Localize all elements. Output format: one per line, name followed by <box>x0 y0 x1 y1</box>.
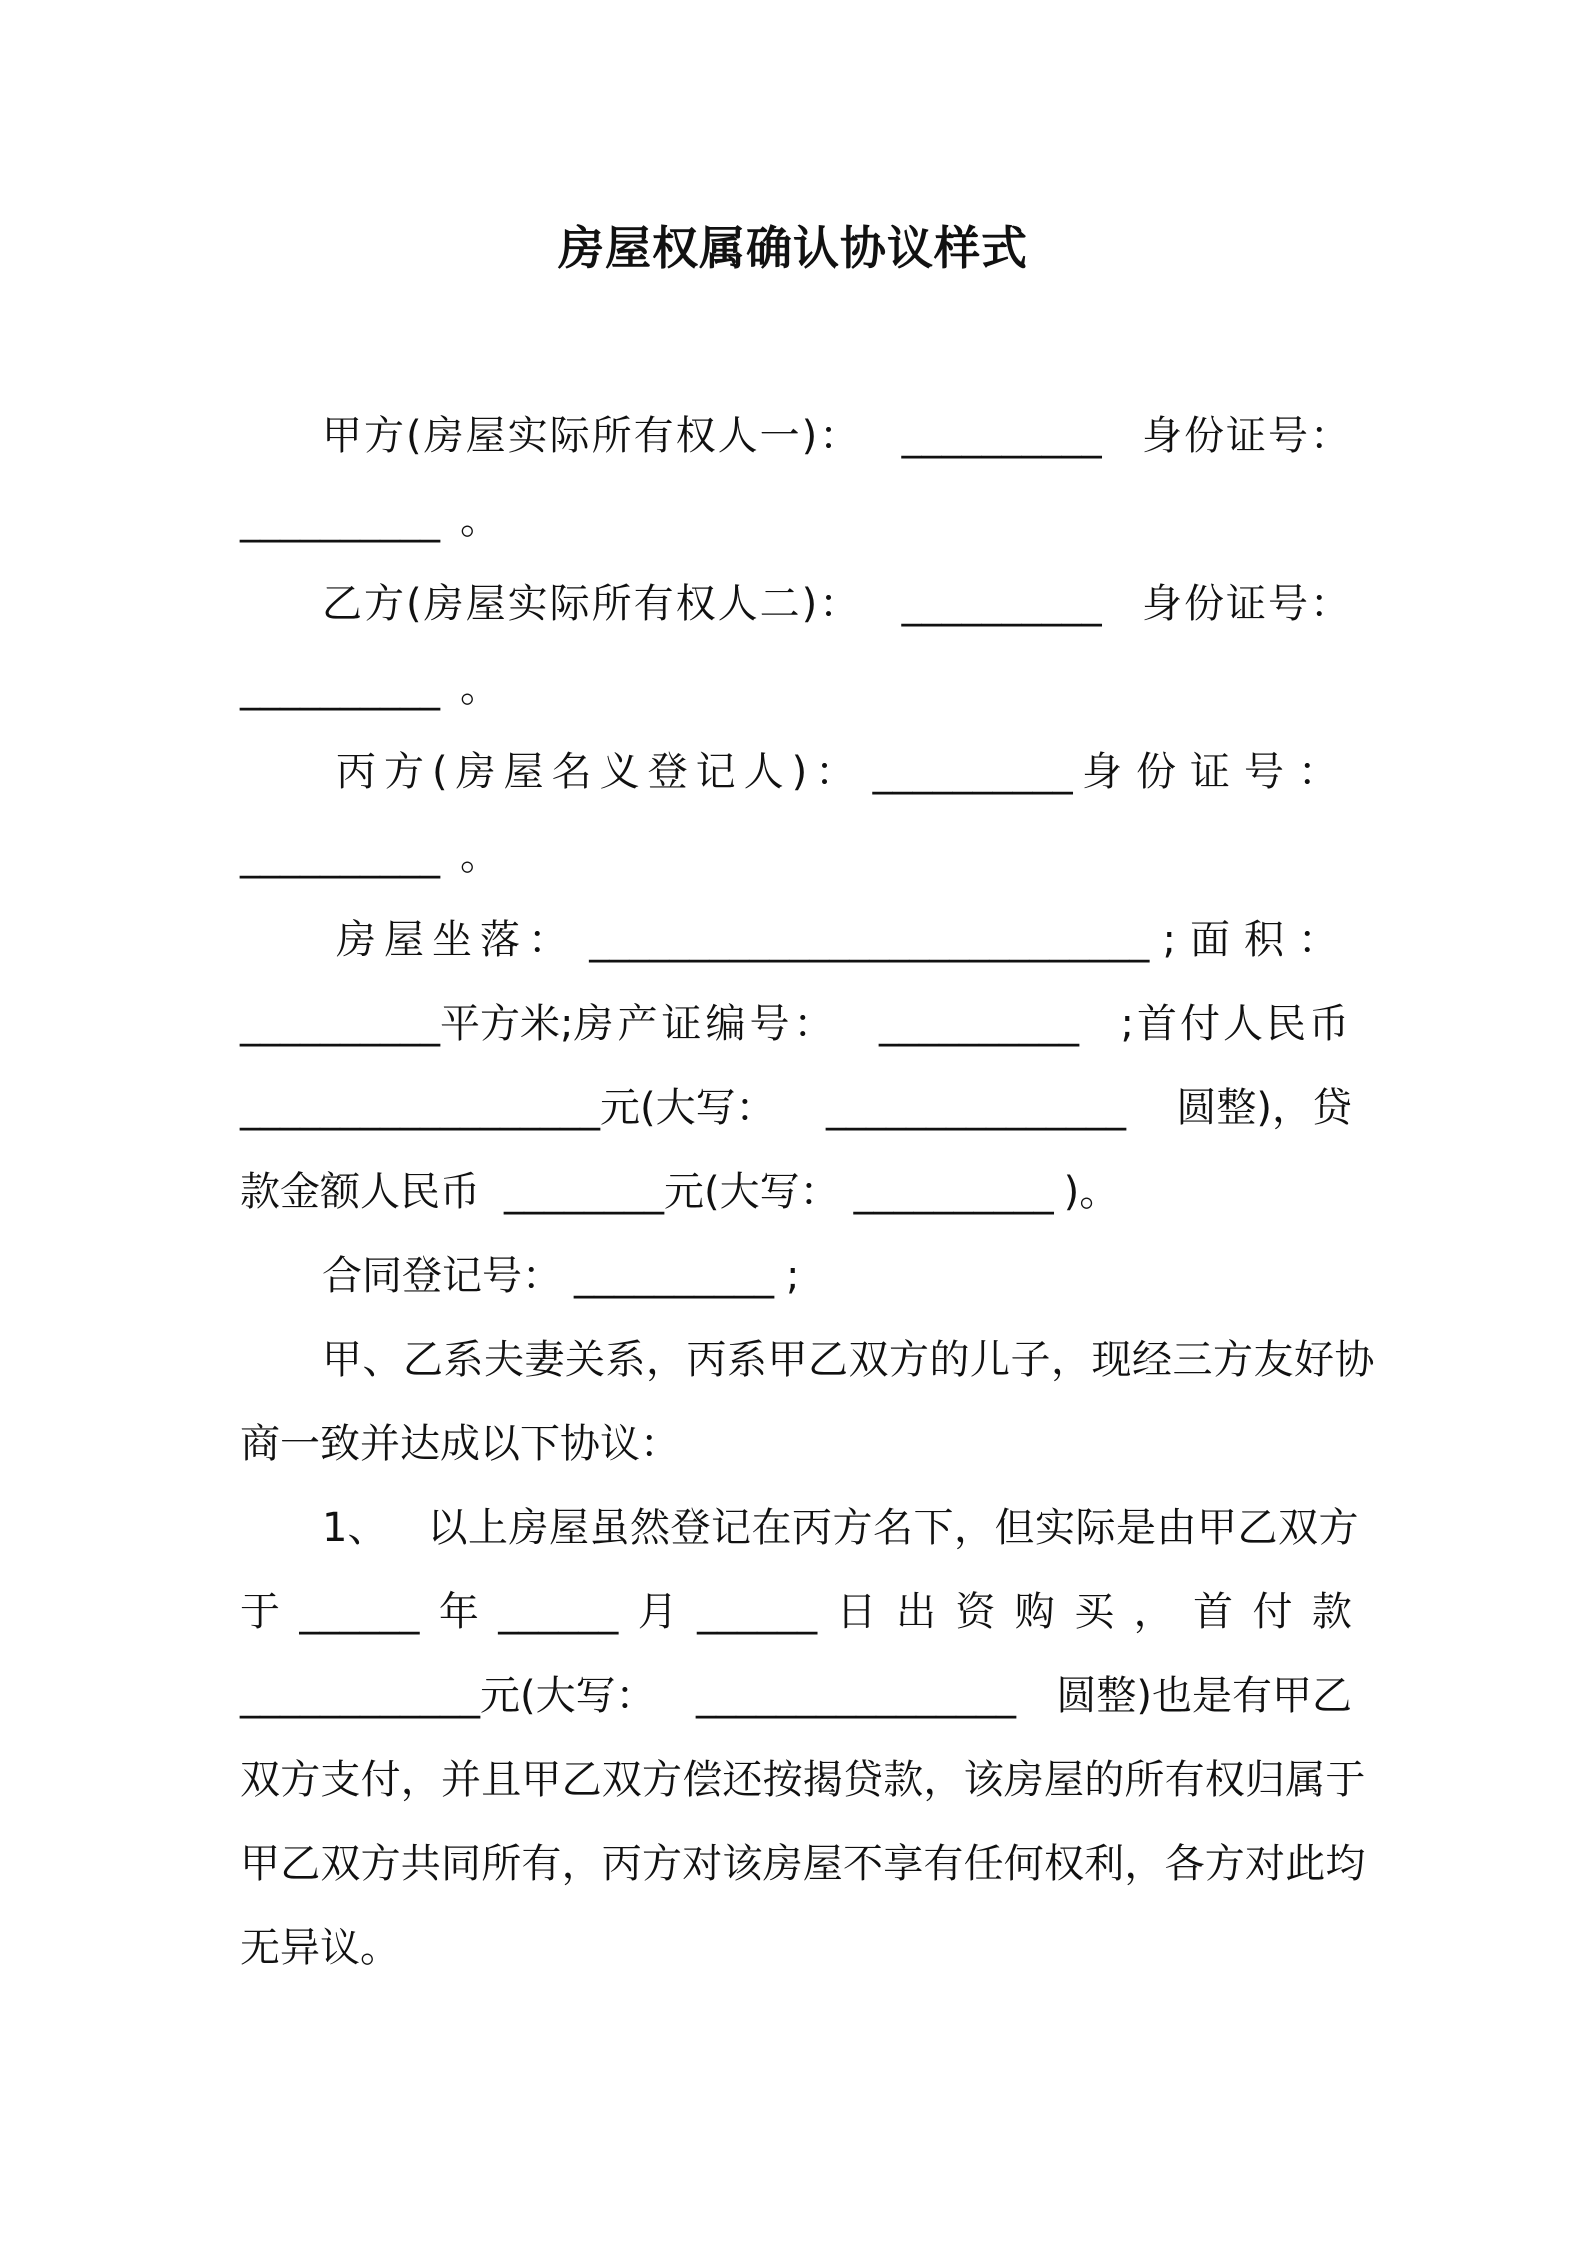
loan-caps-blank: __________ <box>853 1169 1054 1215</box>
party-c-name-blank: __________ <box>872 749 1073 795</box>
party-b-id-line <box>240 660 1352 716</box>
clause-text-5: 甲乙双方共同所有，丙方对该房屋不享有任何权利，各方对此均 <box>240 1841 1366 1887</box>
clause-text-4: 双方支付，并且甲乙双方偿还按揭贷款，该房屋的所有权归属于 <box>240 1757 1366 1803</box>
down-payment-line <box>240 1080 1352 1136</box>
clause-amount-blank: ____________ <box>240 1673 480 1719</box>
contract-label: 合同登记号： <box>322 1253 562 1299</box>
contract-blank: __________ <box>574 1253 774 1299</box>
intro-line-1 <box>322 1332 1375 1388</box>
party-b-name-blank: __________ <box>901 581 1102 627</box>
down-payment-label: ;首付人民币 <box>1120 1001 1352 1047</box>
clause-tail-char: 出 <box>895 1589 936 1635</box>
location-blank: ____________________________ <box>589 917 1150 963</box>
down-payment-blank: __________________ <box>240 1085 600 1131</box>
clause-tail-char: 资 <box>955 1589 996 1635</box>
clause-1-line-1 <box>322 1500 1359 1556</box>
clause-year: 年 <box>438 1589 479 1635</box>
clause-1-line-5 <box>240 1836 1366 1892</box>
clause-day-blank: ______ <box>697 1589 818 1635</box>
clause-tail-char: 购 <box>1014 1589 1055 1635</box>
clause-yu: 于 <box>240 1589 280 1635</box>
clause-1-line-4 <box>240 1752 1366 1808</box>
loan-label: 款金额人民币 <box>240 1169 480 1215</box>
down-payment-unit: 元(大写： <box>600 1085 776 1131</box>
loan-unit: 元(大写： <box>664 1169 840 1215</box>
loan-amount-line <box>240 1164 1352 1220</box>
property-location-line <box>336 912 1352 968</box>
contract-line <box>322 1248 1352 1304</box>
party-c-id-line <box>240 828 1352 884</box>
clause-1-line-2 <box>240 1584 1352 1640</box>
party-a-end: 。 <box>460 497 500 543</box>
intro-text-1: 甲、乙系夫妻关系，丙系甲乙双方的儿子，现经三方友好协 <box>322 1337 1375 1383</box>
contract-end: ; <box>786 1253 800 1299</box>
clause-year-blank: ______ <box>299 1589 420 1635</box>
clause-tail-char: 买 <box>1074 1589 1115 1635</box>
document-title: 房屋权属确认协议样式 <box>558 221 1028 275</box>
down-payment-blank-group <box>240 1080 776 1136</box>
cert-blank: __________ <box>879 1001 1079 1047</box>
party-a-label: 甲方(房屋实际所有权人一)： <box>322 413 862 459</box>
down-payment-caps-end: 圆整)，贷 <box>1176 1085 1352 1131</box>
down-payment-caps-blank: _______________ <box>826 1085 1126 1131</box>
clause-caps-blank: ________________ <box>696 1673 1016 1719</box>
intro-line-2 <box>240 1416 1352 1472</box>
cert-label: 房产证编号： <box>573 1001 838 1047</box>
party-b-id-label: 身份证号： <box>1142 581 1352 627</box>
clause-month: 月 <box>637 1589 678 1635</box>
clause-tail-char: 付 <box>1252 1589 1293 1635</box>
clause-1-text-1: 以上房屋虽然登记在丙方名下，但实际是由甲乙双方 <box>427 1505 1359 1551</box>
clause-amount-group <box>240 1668 656 1724</box>
clause-text-6: 无异议。 <box>240 1925 400 1971</box>
loan-end: )。 <box>1063 1169 1120 1215</box>
clause-tail-char: 日 <box>836 1589 877 1635</box>
area-blank: __________ <box>240 1001 440 1047</box>
party-b-id-blank: __________ <box>240 665 440 711</box>
area-label: ;面积： <box>1162 917 1352 963</box>
clause-month-blank: ______ <box>498 1589 619 1635</box>
party-c-end: 。 <box>460 833 500 879</box>
clause-1-number: 1、 <box>322 1505 388 1551</box>
location-label: 房屋坐落： <box>336 917 576 963</box>
loan-blank: ________ <box>504 1169 664 1215</box>
party-a-id-label: 身份证号： <box>1142 413 1352 459</box>
area-unit: 平方米; <box>440 1001 574 1047</box>
clause-tail-char: ， <box>1133 1589 1174 1635</box>
party-a-line <box>322 408 1352 464</box>
area-blank-group <box>240 996 837 1052</box>
intro-text-2: 商一致并达成以下协议： <box>240 1421 680 1467</box>
party-c-id-label: 身份证号： <box>1082 749 1352 795</box>
party-b-end: 。 <box>460 665 500 711</box>
party-c-line <box>336 744 1352 800</box>
clause-tail-char: 款 <box>1311 1589 1352 1635</box>
clause-1-line-6 <box>240 1920 1352 1976</box>
party-b-line <box>322 576 1352 632</box>
party-a-id-blank: __________ <box>240 497 440 543</box>
clause-tail-char: 首 <box>1193 1589 1234 1635</box>
clause-1-line-3 <box>240 1668 1352 1724</box>
party-b-label: 乙方(房屋实际所有权人二)： <box>322 581 862 627</box>
party-a-id-line <box>240 492 1352 548</box>
party-a-name-blank: __________ <box>901 413 1102 459</box>
party-c-label: 丙方(房屋名义登记人)： <box>336 749 864 795</box>
clause-caps-end: 圆整)也是有甲乙 <box>1056 1673 1352 1719</box>
party-c-id-blank: __________ <box>240 833 440 879</box>
clause-amount-unit: 元(大写： <box>480 1673 656 1719</box>
area-cert-line <box>240 996 1352 1052</box>
